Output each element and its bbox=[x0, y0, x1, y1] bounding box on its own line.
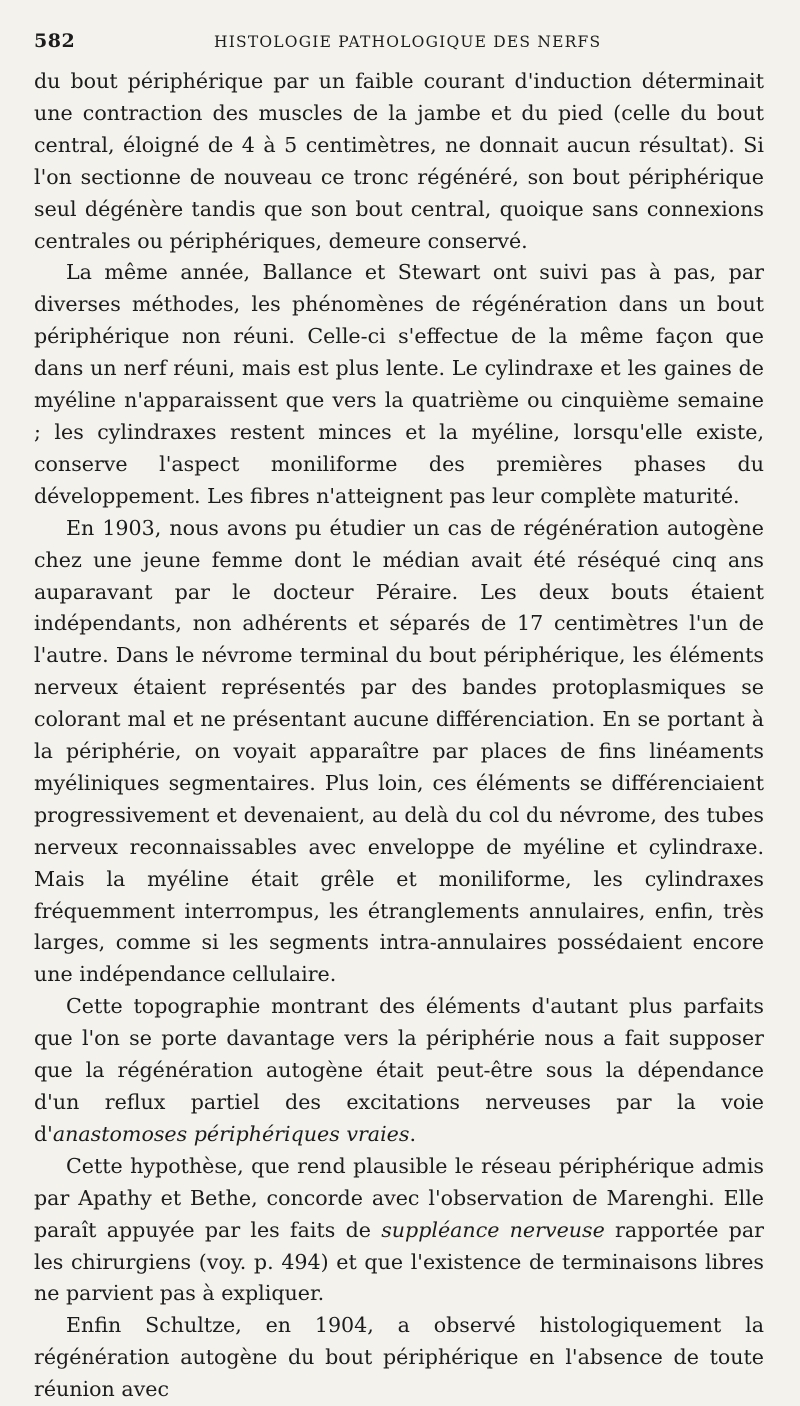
text-run: Cette hypothèse, que rend plausible le réseau périphérique admis par Apathy et Bethe, concorde avec l'observation de Marenghi. Elle paraît appuyée par les faits de bbox=[34, 1153, 764, 1242]
text-run: Cette topographie montrant des éléments d'autant plus parfaits que l'on se porte davantage vers la périphérie nous a fait supposer que la régénération autogène était peut-être sous la dépendance d'un reflux partiel des excitations nerveuses par la voie d' bbox=[34, 994, 764, 1146]
paragraph-case-1903: En 1903, nous avons pu étudier un cas de régénération autogène chez une jeune femme dont le médian avait été réséqué cinq ans auparavant par le docteur Péraire. Les deux bouts étaient indépendants, non adhérents et séparés de 17 centimètres l'un de l'autre. Dans le névrome terminal du bout périphérique, les éléments nerveux étaient représentés par des bandes protoplasmiques se colorant mal et ne présentant aucune différenciation. En se portant à la périphérie, on voyait apparaître par places de fins linéaments myéliniques segmentaires. Plus loin, ces éléments se différenciaient progressivement et devenaient, au delà du col du névrome, des tubes nerveux reconnaissables avec enveloppe de myéline et cylindraxe. Mais la myéline était grêle et moniliforme, les cylindraxes fréquemment interrompus, les étranglements annulaires, enfin, très larges, comme si les segments intra-annulaires possédaient encore une indépendance cellulaire. bbox=[34, 515, 764, 987]
paragraph-ballance-stewart: La même année, Ballance et Stewart ont suivi pas à pas, par diverses méthodes, les phénomènes de régénération dans un bout périphérique non réuni. Celle-ci s'effectue de la même façon que dans un nerf réuni, mais est plus lente. Le cylindraxe et les gaines de myéline n'apparaissent que vers la quatrième ou cinquième semaine ; les cylindraxes restent minces et la myéline, lorsqu'elle existe, conserve l'aspect moniliforme des premières phases du développement. Les fibres n'atteignent pas leur complète maturité. bbox=[34, 260, 764, 508]
text-run: . bbox=[409, 1121, 416, 1146]
page-number: 582 bbox=[34, 30, 76, 52]
page-header bbox=[34, 30, 764, 62]
paragraph-topography bbox=[34, 991, 764, 1151]
running-title: HISTOLOGIE PATHOLOGIQUE DES NERFS bbox=[214, 33, 602, 51]
body-text bbox=[34, 66, 764, 1406]
paragraph-schultze: Enfin Schultze, en 1904, a observé histologiquement la régénération autogène du bout périphérique en l'absence de toute réunion avec bbox=[34, 1313, 764, 1402]
paragraph-hypothesis bbox=[34, 1151, 764, 1311]
paragraph-continuation: du bout périphérique par un faible courant d'induction déterminait une contraction des muscles de la jambe et du pied (celle du bout central, éloigné de 4 à 5 centimètres, ne donnait aucun résultat). Si l'on sectionne de nouveau ce tronc régénéré, son bout périphérique seul dégénère tandis que son bout central, quoique sans connexions centrales ou périphériques, demeure conservé. bbox=[34, 69, 764, 253]
text-run: rapportée par les chirurgiens (voy. p. 494) et que l'existence de terminaisons libres ne parvient pas à expliquer. bbox=[34, 1217, 764, 1306]
emphasis-text: anastomoses périphériques vraies bbox=[52, 1121, 410, 1146]
emphasis-text: suppléance nerveuse bbox=[381, 1217, 605, 1242]
